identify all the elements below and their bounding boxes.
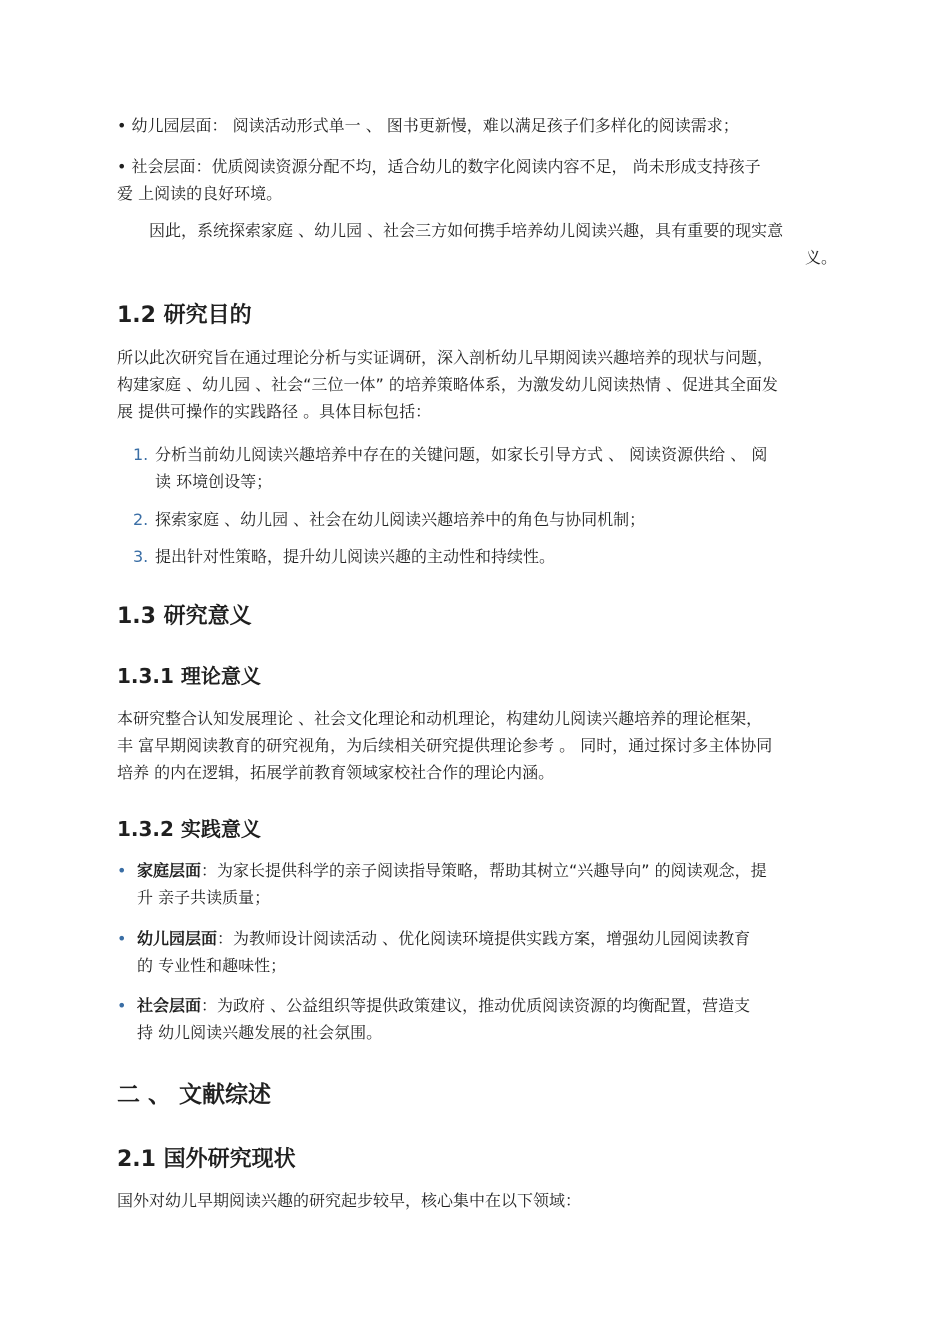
goal-list-item-1 — [133, 441, 837, 495]
para-line: 构建家庭 、幼儿园 、社会“三位一体” 的培养策略体系，为激发幼儿阅读热情 、促进其全面发 — [117, 375, 778, 394]
conclusion-paragraph — [117, 217, 837, 271]
goal-list-item-3 — [133, 543, 837, 570]
item-line-1: ：为政府 、公益组织等提供政策建议，推动优质阅读资源的均衡配置，营造支 — [201, 996, 751, 1015]
theory-significance-paragraph — [117, 705, 837, 786]
bullet-line-1: • 社会层面：优质阅读资源分配不均，适合幼儿的数字化阅读内容不足， 尚未形成支持孩子 — [117, 157, 761, 176]
bullet-dot: • — [117, 929, 127, 948]
conclusion-line-1: 因此，系统探索家庭 、幼儿园 、社会三方如何携手培养幼儿阅读兴趣，具有重要的现实意 — [149, 221, 784, 240]
item-line-2: 升 亲子共读质量； — [137, 888, 271, 907]
item-label: 幼儿园层面 — [137, 929, 218, 948]
bullet-dot: • — [117, 861, 127, 880]
section-heading-1-2: 1.2 研究目的 — [117, 303, 252, 328]
subsection-heading-1-3-1: 1.3.1 理论意义 — [117, 664, 261, 688]
goal-line-1: 探索家庭 、幼儿园 、社会在幼儿阅读兴趣培养中的角色与协同机制； — [155, 510, 646, 529]
section-heading-2-1: 2.1 国外研究现状 — [117, 1147, 296, 1172]
para-line: 培养 的内在逻辑，拓展学前教育领域家校社合作的理论内涵。 — [117, 763, 555, 782]
list-number: 2. — [133, 510, 149, 529]
goal-list-item-2 — [133, 506, 837, 533]
foreign-research-paragraph — [117, 1187, 837, 1214]
practice-item-family — [117, 857, 837, 911]
bullet-line-2: 爱 上阅读的良好环境。 — [117, 184, 283, 203]
bullet-dot: • — [117, 996, 127, 1015]
para-line: 本研究整合认知发展理论 、社会文化理论和动机理论，构建幼儿阅读兴趣培养的理论框架， — [117, 709, 763, 728]
goal-line-1: 提出针对性策略，提升幼儿阅读兴趣的主动性和持续性。 — [155, 547, 556, 566]
list-number: 1. — [133, 445, 149, 464]
item-label: 社会层面 — [137, 996, 202, 1015]
bullet-text: • 幼儿园层面： 阅读活动形式单一 、 图书更新慢，难以满足孩子们多样化的阅读需求； — [117, 116, 739, 135]
para-line: 展 提供可操作的实践路径 。具体目标包括： — [117, 402, 432, 421]
goal-line-2: 读 环境创设等； — [155, 472, 273, 491]
item-line-2: 的 专业性和趣味性； — [137, 956, 287, 975]
item-line-1: ：为家长提供科学的亲子阅读指导策略，帮助其树立“兴趣导向” 的阅读观念，提 — [201, 861, 767, 880]
chapter-heading-2: 二 、 文献综述 — [117, 1082, 272, 1108]
para-line: 国外对幼儿早期阅读兴趣的研究起步较早，核心集中在以下领域： — [117, 1191, 582, 1210]
practice-item-society — [117, 992, 837, 1046]
item-line-1: ：为教师设计阅读活动 、优化阅读环境提供实践方案，增强幼儿园阅读教育 — [217, 929, 751, 948]
para-line: 丰 富早期阅读教育的研究视角，为后续相关研究提供理论参考 。 同时，通过探讨多主体协同 — [117, 736, 773, 755]
para-line: 所以此次研究旨在通过理论分析与实证调研，深入剖析幼儿早期阅读兴趣培养的现状与问题， — [117, 348, 774, 367]
subsection-heading-1-3-2: 1.3.2 实践意义 — [117, 817, 261, 841]
item-line-2: 持 幼儿阅读兴趣发展的社会氛围。 — [137, 1023, 383, 1042]
society-level-bullet — [117, 153, 837, 207]
research-purpose-paragraph — [117, 344, 837, 425]
conclusion-line-2: 义。 — [804, 248, 837, 267]
section-heading-1-3: 1.3 研究意义 — [117, 604, 252, 629]
kindergarten-level-bullet — [117, 112, 837, 139]
goal-line-1: 分析当前幼儿阅读兴趣培养中存在的关键问题，如家长引导方式 、 阅读资源供给 、 阅 — [155, 445, 768, 464]
list-number: 3. — [133, 547, 149, 566]
item-label: 家庭层面 — [137, 861, 202, 880]
practice-item-kindergarten — [117, 925, 837, 979]
